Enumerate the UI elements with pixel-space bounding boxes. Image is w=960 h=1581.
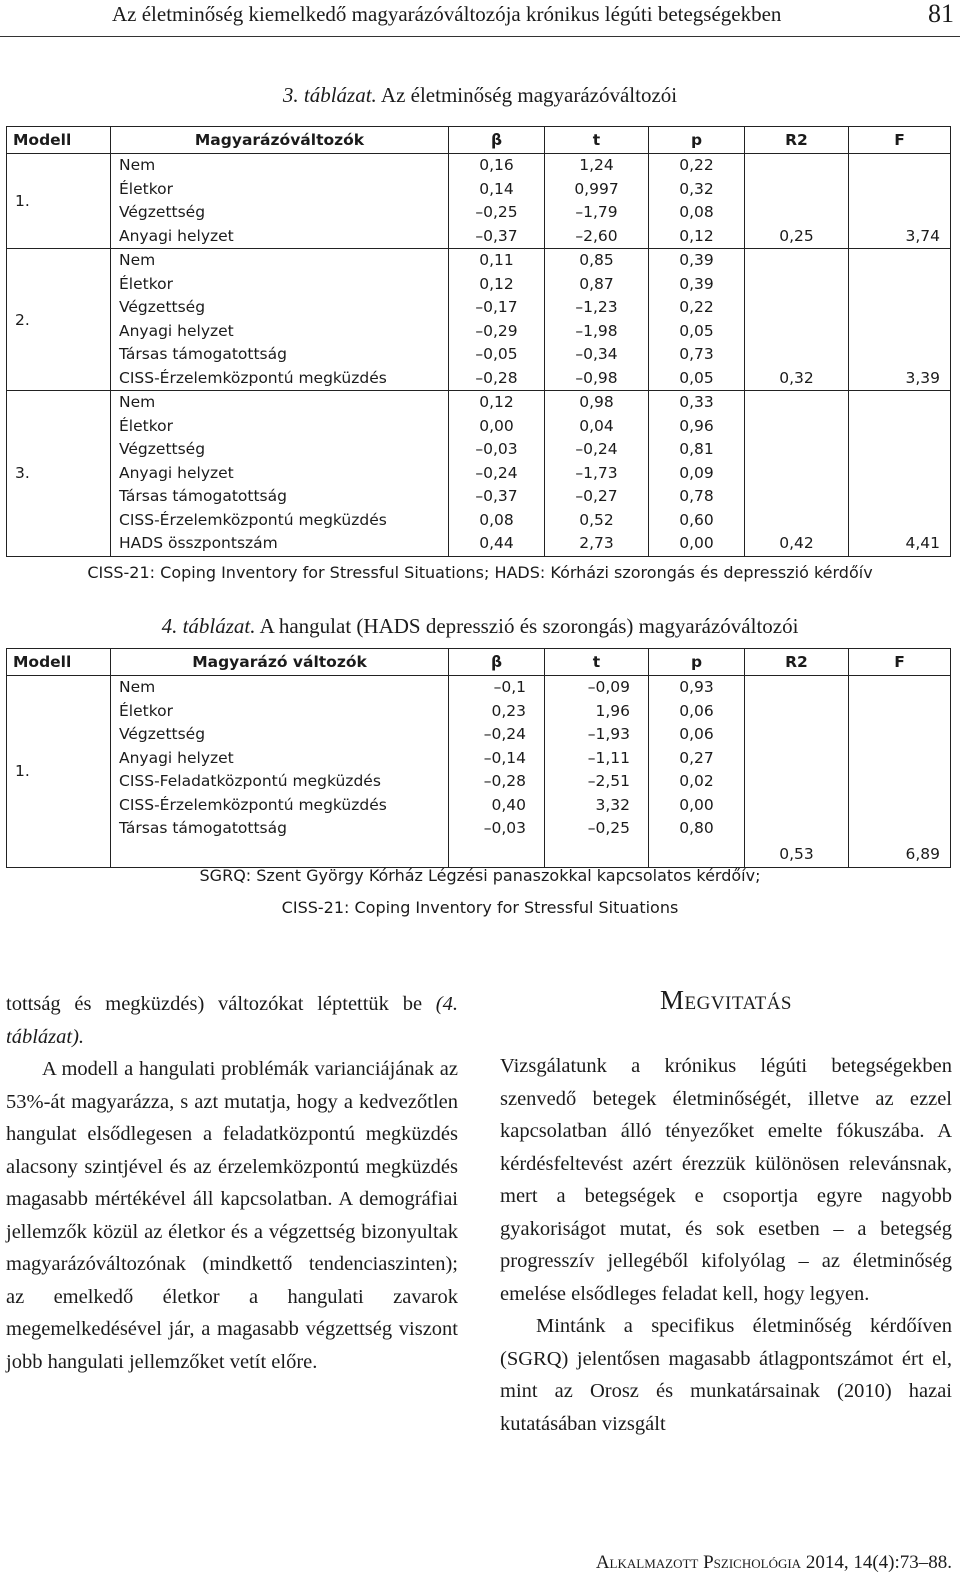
variable-name: Anyagi helyzet <box>119 226 234 245</box>
table4-caption <box>0 614 960 639</box>
table3-header-row <box>7 127 951 154</box>
beta-value: 0,12 <box>479 274 514 293</box>
t-value: 0,87 <box>579 274 614 293</box>
running-title: Az életminőség kiemelkedő magyarázóváltozója krónikus légúti betegségekben <box>112 2 782 26</box>
table4-header-row <box>7 649 951 676</box>
f-value: 6,89 <box>849 676 951 868</box>
table3-header-beta: β <box>449 127 545 154</box>
p-value: 0,32 <box>679 179 714 198</box>
beta-value: –0,24 <box>475 463 518 482</box>
p-value: 0,80 <box>679 819 714 837</box>
table4-reference: (4. táblázat). <box>6 993 458 1048</box>
variable-name-cell <box>111 154 449 249</box>
t-value: –0,34 <box>575 345 618 363</box>
left-paragraph-1-text: tottság és megküzdés) változókat léptettük be <box>6 993 436 1015</box>
beta-value: –0,28 <box>475 368 518 387</box>
section-heading: Megvitatás <box>660 985 792 1015</box>
t-value: –0,27 <box>575 487 618 505</box>
t-value: –0,98 <box>575 368 618 387</box>
r2-value: 0,42 <box>745 391 849 557</box>
variable-name: Nem <box>119 678 156 696</box>
t-value-cell <box>545 391 649 557</box>
variable-name: Anyagi helyzet <box>119 321 234 340</box>
table4-header-model: Modell <box>7 649 111 676</box>
table3-header-vars: Magyarázóváltozók <box>111 127 449 154</box>
table3-caption-label: 3. táblázat. <box>282 83 377 107</box>
t-value: –0,24 <box>575 440 618 458</box>
p-value-cell <box>649 249 745 391</box>
t-value: 3,32 <box>595 795 630 814</box>
model-label: 2. <box>7 249 111 391</box>
t-value: 0,52 <box>579 510 614 529</box>
t-value: 1,96 <box>595 701 630 720</box>
p-value-cell <box>649 391 745 557</box>
variable-name: Életkor <box>119 274 173 293</box>
beta-value: 0,14 <box>479 179 514 198</box>
table4 <box>6 648 951 868</box>
beta-value: –0,1 <box>493 678 526 696</box>
t-value: 0,04 <box>579 416 614 435</box>
p-value: 0,39 <box>679 274 714 293</box>
table3-header-f: F <box>849 127 951 154</box>
table3-header-p: p <box>649 127 745 154</box>
t-value-cell <box>545 249 649 391</box>
variable-name-cell <box>111 249 449 391</box>
p-value: 0,39 <box>679 251 714 269</box>
t-value: –2,60 <box>575 226 618 245</box>
f-value: 3,74 <box>849 154 951 249</box>
beta-value: 0,12 <box>479 393 514 411</box>
beta-value: –0,37 <box>475 487 518 505</box>
table4-caption-label: 4. táblázat. <box>161 614 256 638</box>
t-value: –1,98 <box>575 321 618 340</box>
p-value: 0,09 <box>679 463 714 482</box>
p-value: 0,96 <box>679 416 714 435</box>
model-row <box>7 249 951 391</box>
variable-name: Életkor <box>119 701 173 720</box>
beta-value: 0,00 <box>479 416 514 435</box>
table4-header-f: F <box>849 649 951 676</box>
beta-value: 0,11 <box>479 251 514 269</box>
table3-caption-text: Az életminőség magyarázóváltozói <box>376 83 678 107</box>
variable-name-cell <box>111 676 449 868</box>
variable-name: Végzettség <box>119 440 206 458</box>
table4-header-p: p <box>649 649 745 676</box>
p-value: 0,22 <box>679 298 714 316</box>
t-value: –1,11 <box>587 748 630 767</box>
f-value: 4,41 <box>849 391 951 557</box>
beta-value: –0,37 <box>475 226 518 245</box>
beta-value: –0,28 <box>483 772 526 790</box>
p-value-cell <box>649 154 745 249</box>
variable-name: CISS-Érzelemközpontú megküzdés <box>119 795 387 814</box>
beta-value: 0,44 <box>479 534 514 552</box>
f-value: 3,39 <box>849 249 951 391</box>
beta-value: 0,16 <box>479 156 514 174</box>
p-value: 0,06 <box>679 725 714 743</box>
variable-name: Életkor <box>119 416 173 435</box>
table3 <box>6 126 951 557</box>
variable-name: Életkor <box>119 179 173 198</box>
variable-name: CISS-Érzelemközpontú megküzdés <box>119 510 387 529</box>
variable-name: Anyagi helyzet <box>119 748 234 767</box>
variable-name: Anyagi helyzet <box>119 463 234 482</box>
t-value: –2,51 <box>587 772 630 790</box>
p-value: 0,05 <box>679 321 714 340</box>
beta-value: –0,14 <box>483 748 526 767</box>
beta-value: –0,17 <box>475 298 518 316</box>
table3-caption <box>0 83 960 108</box>
variable-name: CISS-Érzelemközpontú megküzdés <box>119 368 387 387</box>
p-value: 0,08 <box>679 203 714 221</box>
variable-name: Nem <box>119 251 156 269</box>
model-row <box>7 676 951 868</box>
p-value: 0,93 <box>679 678 714 696</box>
p-value: 0,12 <box>679 226 714 245</box>
t-value-cell <box>545 154 649 249</box>
t-value: –1,79 <box>575 203 618 221</box>
t-value: 2,73 <box>579 534 614 552</box>
variable-name: Nem <box>119 393 156 411</box>
p-value: 0,00 <box>679 534 714 552</box>
model-row <box>7 391 951 557</box>
variable-name: Végzettség <box>119 298 206 316</box>
beta-value: 0,40 <box>491 795 526 814</box>
table4-footnote-line1: SGRQ: Szent György Kórház Légzési panaszokkal kapcsolatos kérdőív; <box>199 866 761 885</box>
right-column <box>500 1050 952 1440</box>
beta-value: 0,08 <box>479 510 514 529</box>
t-value: –1,93 <box>587 725 630 743</box>
p-value: 0,22 <box>679 156 714 174</box>
beta-value-cell <box>449 249 545 391</box>
variable-name: Társas támogatottság <box>119 819 287 837</box>
table4-header-vars: Magyarázó változók <box>111 649 449 676</box>
journal-footer: Alkalmazott Pszichológia 2014, 14(4):73–88. <box>595 1552 952 1573</box>
left-paragraph-2: A modell a hangulati problémák varianciájának az 53%-át magyarázza, s azt mutatja, hogy a kedvezőtlen hangulat elsődlegesen a feladatközpontú megküzdés alacsony szintjével és az érzelemközpontú megküzdés magasabb mértékével áll kapcsolatban. A demográfiai jellemzők közül az életkor és a végzettség bizonyultak magyarázóváltozónak (mindkettő tendenciaszinten); az emelkedő életkor a hangulati zavarok megemelkedésével jár, a magasabb végzettség viszont jobb hangulati jellemzőket vetít előre. <box>6 1058 458 1373</box>
p-value: 0,00 <box>679 795 714 814</box>
model-label: 3. <box>7 391 111 557</box>
variable-name: Társas támogatottság <box>119 487 287 505</box>
variable-name: Társas támogatottság <box>119 345 287 363</box>
beta-value-cell <box>449 676 545 868</box>
beta-value: –0,29 <box>475 321 518 340</box>
p-value: 0,60 <box>679 510 714 529</box>
table3-header-r2: R2 <box>745 127 849 154</box>
p-value: 0,27 <box>679 748 714 767</box>
running-header <box>0 0 960 37</box>
t-value: –0,25 <box>587 819 630 837</box>
r2-value: 0,25 <box>745 154 849 249</box>
p-value: 0,73 <box>679 345 714 363</box>
left-column <box>6 988 458 1378</box>
beta-value: –0,03 <box>483 819 526 837</box>
table3-header-t: t <box>545 127 649 154</box>
t-value: 0,98 <box>579 393 614 411</box>
variable-name: CISS-Feladatközpontú megküzdés <box>119 772 381 790</box>
p-value-cell <box>649 676 745 868</box>
model-label: 1. <box>7 154 111 249</box>
beta-value: 0,23 <box>491 701 526 720</box>
variable-name: Végzettség <box>119 725 206 743</box>
table4-caption-text: A hangulat (HADS depresszió és szorongás) magyarázóváltozói <box>255 614 799 638</box>
r2-value: 0,32 <box>745 249 849 391</box>
table4-header-t: t <box>545 649 649 676</box>
t-value: –0,09 <box>587 678 630 696</box>
table3-footnote: CISS-21: Coping Inventory for Stressful Situations; HADS: Kórházi szorongás és depresszió kérdőív <box>87 563 873 582</box>
right-paragraph-1: Vizsgálatunk a krónikus légúti betegségekben szenvedő betegek életminőségét, illetve az ezzel kapcsolatban álló tényezőket emelte fókuszába. A kérdésfeltevést azért érezzük különösen relevánsnak, mert a betegségek e csoportja egyre nagyobb gyakoriságot mutat, és sok esetben – a betegség progresszív jellegéből kifolyólag – az életminőség emelése elsődleges feladat kell, hogy legyen. <box>500 1055 952 1305</box>
variable-name: Végzettség <box>119 203 206 221</box>
p-value: 0,02 <box>679 772 714 790</box>
variable-name: Nem <box>119 156 156 174</box>
model-row <box>7 154 951 249</box>
p-value: 0,33 <box>679 393 714 411</box>
t-value: 1,24 <box>579 156 614 174</box>
beta-value: –0,25 <box>475 203 518 221</box>
t-value: –1,23 <box>575 298 618 316</box>
p-value: 0,06 <box>679 701 714 720</box>
beta-value: –0,24 <box>483 725 526 743</box>
left-paragraph-1 <box>6 988 458 1053</box>
p-value: 0,05 <box>679 368 714 387</box>
variable-name: HADS összpontszám <box>119 534 278 552</box>
variable-name-cell <box>111 391 449 557</box>
right-paragraph-2: Mintánk a specifikus életminőség kérdőíven (SGRQ) jelentősen magasabb átlagpontszámot ért el, mint az Orosz és munkatársainak (2010) hazai kutatásában vizsgált <box>500 1315 952 1435</box>
p-value: 0,78 <box>679 487 714 505</box>
t-value-cell <box>545 676 649 868</box>
t-value: –1,73 <box>575 463 618 482</box>
t-value: 0,85 <box>579 251 614 269</box>
table4-header-r2: R2 <box>745 649 849 676</box>
table3-header-model: Modell <box>7 127 111 154</box>
table4-footnote-line2: CISS-21: Coping Inventory for Stressful Situations <box>281 898 679 917</box>
beta-value-cell <box>449 154 545 249</box>
table4-header-beta: β <box>449 649 545 676</box>
beta-value: –0,05 <box>475 345 518 363</box>
model-label: 1. <box>7 676 111 868</box>
page-number: 81 <box>928 0 954 28</box>
t-value: 0,997 <box>574 179 619 198</box>
beta-value: –0,03 <box>475 440 518 458</box>
r2-value: 0,53 <box>745 676 849 868</box>
beta-value-cell <box>449 391 545 557</box>
p-value: 0,81 <box>679 440 714 458</box>
